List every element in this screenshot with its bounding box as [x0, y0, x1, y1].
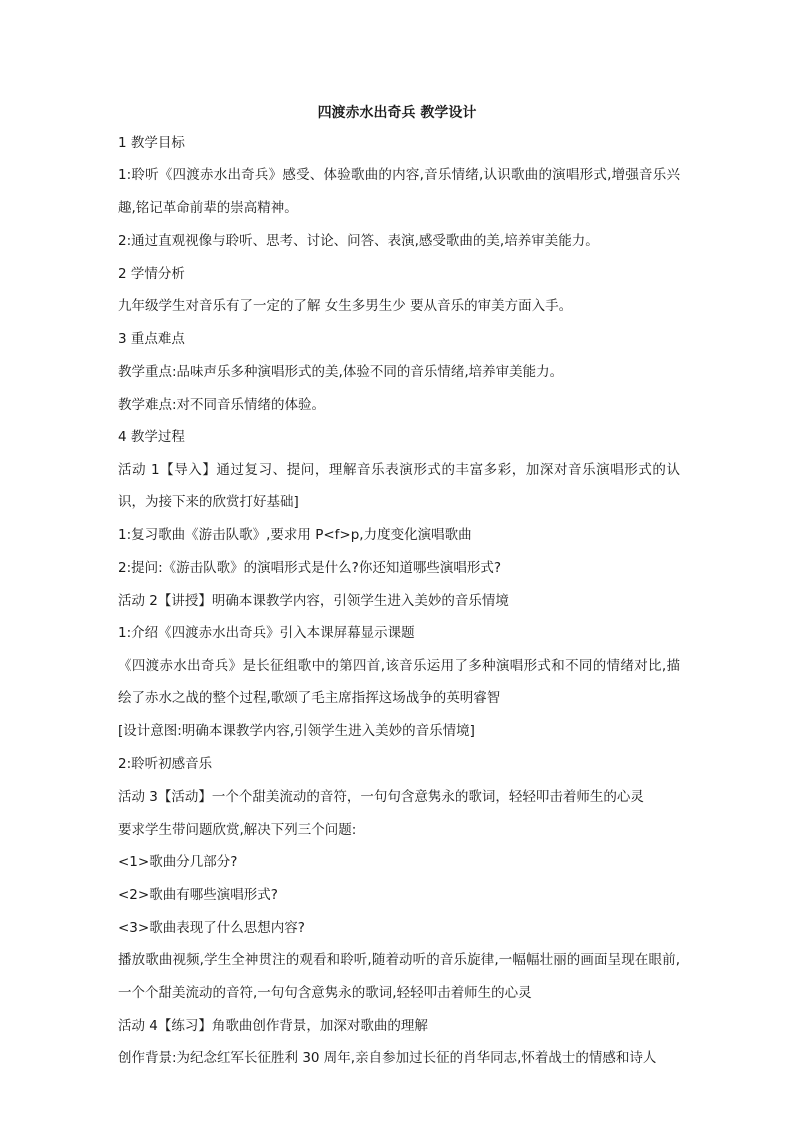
paragraph: 播放歌曲视频,学生全神贯注的观看和聆听,随着动听的音乐旋律,一幅幅壮丽的画面呈现在眼前,一个个甜美流动的音符,一句句含意隽永的歌词,轻轻叩击着师生的心灵	[118, 951, 680, 1001]
paragraph: 1:复习歌曲《游击队歌》,要求用 P<f>p,力度变化演唱歌曲	[118, 527, 472, 544]
paragraph: 2:通过直观视像与聆听、思考、讨论、问答、表演,感受歌曲的美,培养审美能力。	[118, 233, 599, 250]
paragraph: 创作背景:为纪念红军长征胜利 30 周年,亲自参加过长征的肖华同志,怀着战士的情感和诗人	[118, 1050, 657, 1067]
paragraph: 活动 1【导入】通过复习、提问，理解音乐表演形式的丰富多彩，加深对音乐演唱形式的认识，为接下来的欣赏打好基础]	[118, 461, 680, 511]
paragraph: 2 学情分析	[118, 265, 185, 282]
paragraph: 1 教学目标	[118, 135, 185, 151]
paragraph: 要求学生带问题欣赏,解决下列三个问题:	[118, 821, 357, 838]
paragraph: 《四渡赤水出奇兵》是长征组歌中的第四首,该音乐运用了多种演唱形式和不同的情绪对比,描绘了赤水之战的整个过程,歌颂了毛主席指挥这场战争的英明睿智	[118, 657, 680, 707]
paragraph: 活动 4【练习】角歌曲创作背景，加深对歌曲的理解	[118, 1017, 428, 1034]
paragraph: 2:提问:《游击队歌》的演唱形式是什么?你还知道哪些演唱形式?	[118, 560, 502, 576]
paragraph: <3>歌曲表现了什么思想内容?	[118, 919, 305, 936]
document-body	[118, 133, 680, 1081]
paragraph: 教学难点:对不同音乐情绪的体验。	[118, 396, 326, 413]
paragraph: [设计意图:明确本课教学内容,引领学生进入美妙的音乐情境]	[118, 723, 475, 740]
paragraph: 教学重点:品味声乐多种演唱形式的美,体验不同的音乐情绪,培养审美能力。	[118, 363, 564, 380]
paragraph: 活动 3【活动】一个个甜美流动的音符，一句句含意隽永的歌词，轻轻叩击着师生的心灵	[118, 788, 644, 805]
paragraph: 活动 2【讲授】明确本课教学内容，引领学生进入美妙的音乐情境	[118, 592, 509, 609]
paragraph: 1:介绍《四渡赤水出奇兵》引入本课屏幕显示课题	[118, 625, 415, 642]
paragraph: 3 重点难点	[118, 331, 185, 348]
paragraph: 2:聆听初感音乐	[118, 756, 213, 773]
paragraph: <1>歌曲分几部分?	[118, 854, 238, 871]
document-title: 四渡赤水出奇兵 教学设计	[317, 105, 477, 121]
paragraph: <2>歌曲有哪些演唱形式?	[118, 886, 278, 903]
paragraph: 4 教学过程	[118, 429, 185, 446]
paragraph: 1:聆听《四渡赤水出奇兵》感受、体验歌曲的内容,音乐情绪,认识歌曲的演唱形式,增强音乐兴趣,铭记革命前辈的崇高精神。	[118, 167, 680, 217]
paragraph: 九年级学生对音乐有了一定的了解 女生多男生少 要从音乐的审美方面入手。	[118, 298, 573, 315]
